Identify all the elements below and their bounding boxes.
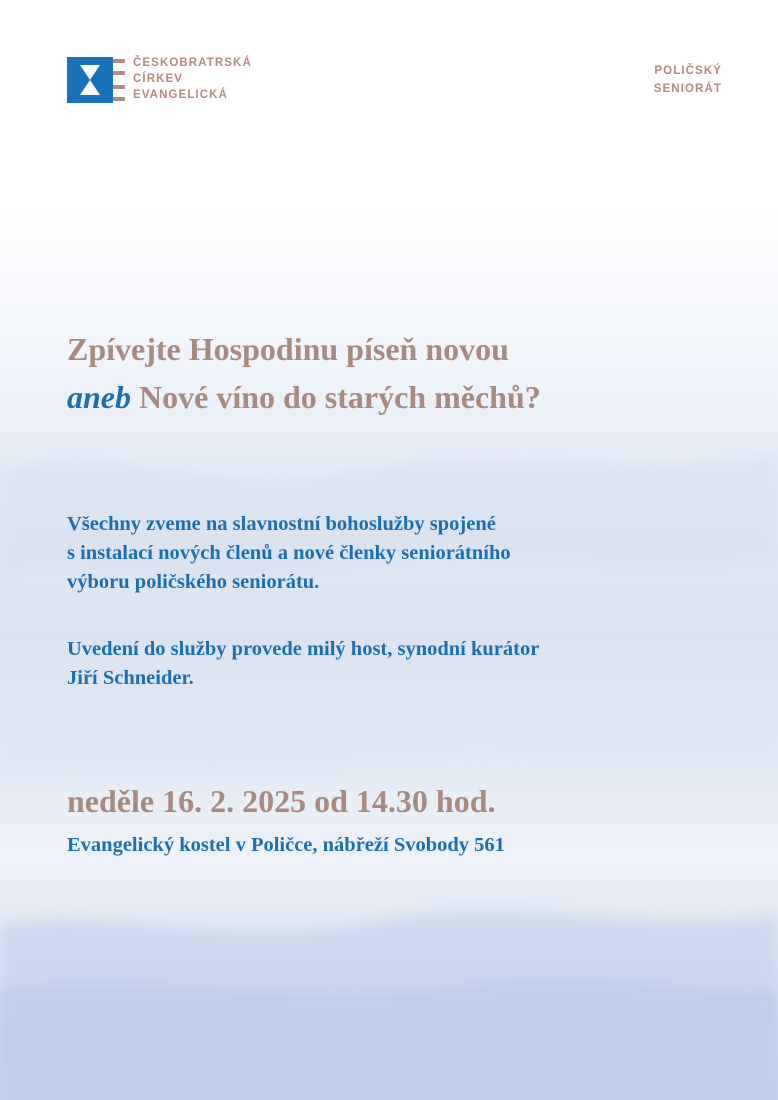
guest-paragraph [67, 635, 717, 693]
seniorat-label [654, 62, 722, 98]
seniorat-line: POLIČSKÝ [654, 65, 722, 77]
paragraph-line: s instalací nových členů a nové členky seniorátního [67, 542, 511, 564]
logo-line: ČESKOBRATRSKÁ [133, 57, 252, 69]
title-line-2 [67, 373, 541, 421]
logo-line: EVANGELICKÁ [133, 89, 228, 101]
invitation-paragraph [67, 510, 717, 597]
seniorat-line: SENIORÁT [653, 83, 722, 95]
paragraph-line: Všechny zveme na slavnostní bohoslužby spojené [67, 513, 496, 535]
event-place: Evangelický kostel v Poličce, nábřeží Svobody 561 [67, 834, 505, 856]
event-date: neděle 16. 2. 2025 od 14.30 hod. [67, 783, 496, 819]
paragraph-line: Uvedení do služby provede milý host, synodní kurátor [67, 638, 540, 660]
title-line-1: Zpívejte Hospodinu píseň novou [67, 331, 509, 367]
title-line-2-rest: Nové víno do starých měchů? [131, 379, 541, 415]
event-title [67, 325, 541, 421]
church-logo[interactable] [67, 55, 287, 105]
chalice-logo-icon [67, 57, 127, 103]
paragraph-line: výboru poličského seniorátu. [67, 571, 320, 593]
title-aneb: aneb [67, 379, 131, 415]
logo-wordmark [133, 55, 252, 103]
logo-line: CÍRKEV [133, 73, 184, 85]
paragraph-line: Jiří Schneider. [67, 667, 194, 689]
